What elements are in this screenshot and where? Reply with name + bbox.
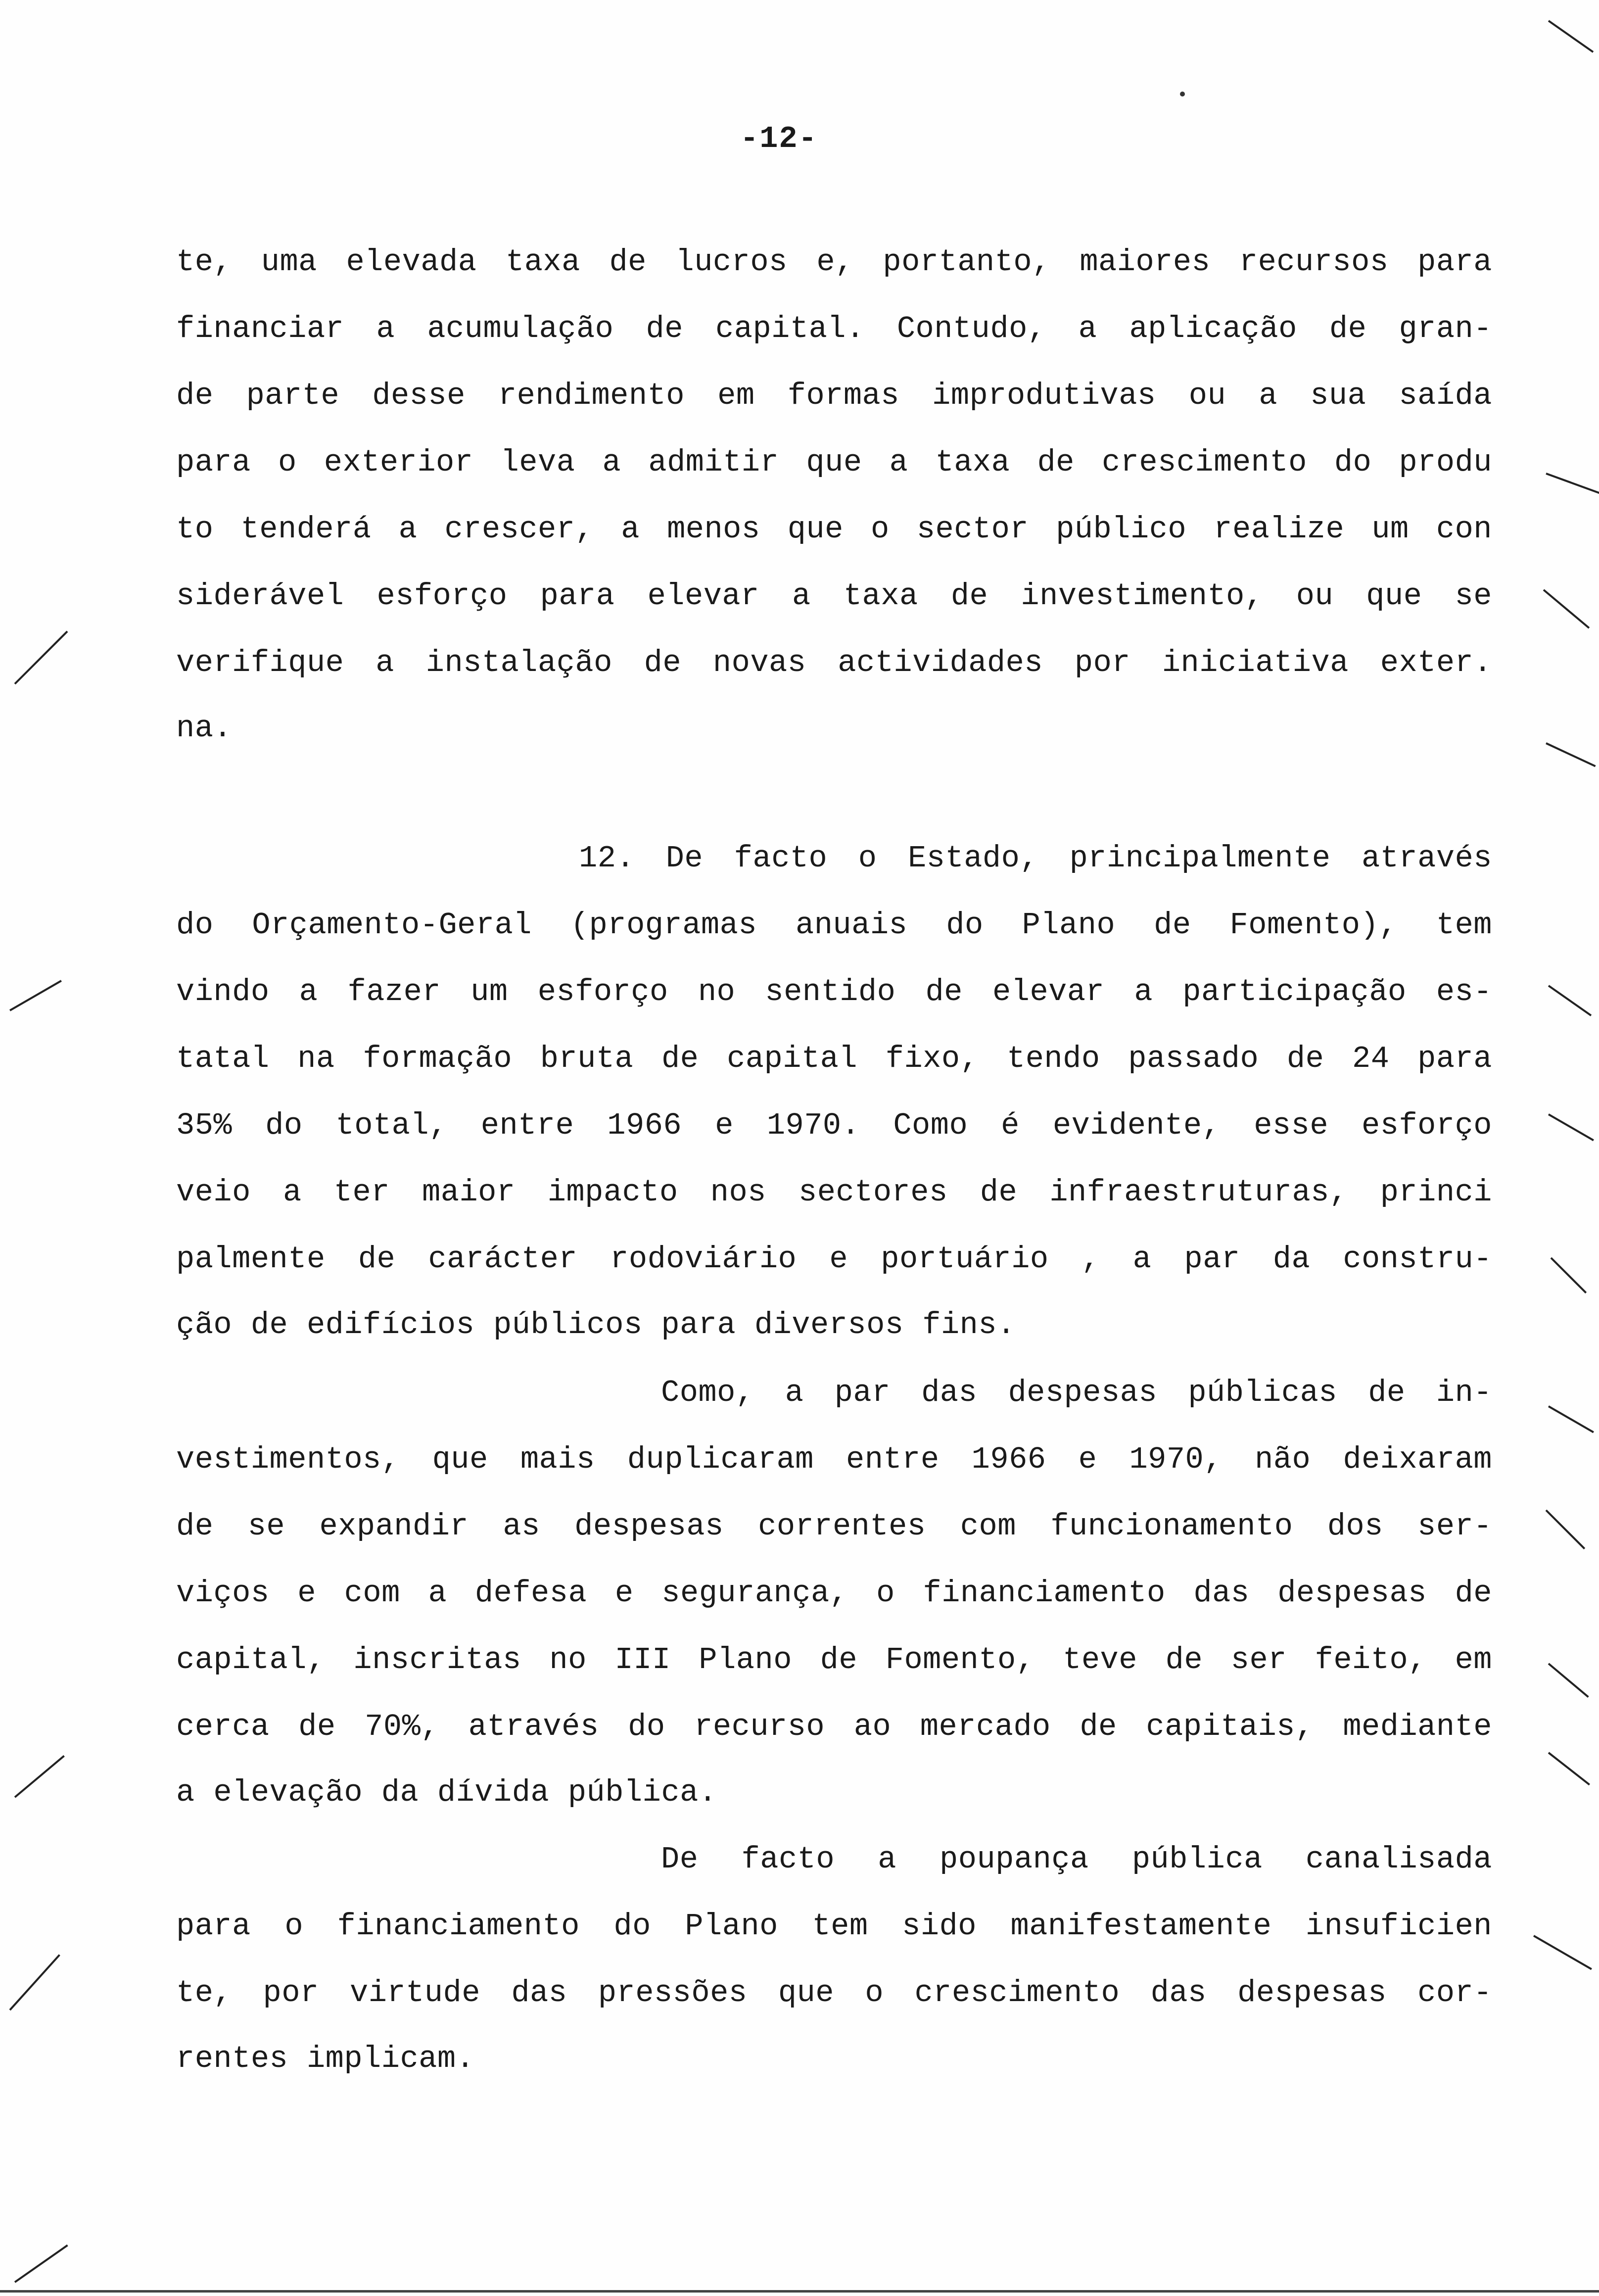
text-line: Como, a par das despesas públicas de in- (661, 1375, 1492, 1410)
text-line: palmente de carácter rodoviário e portuário , a par da constru- (176, 1242, 1492, 1277)
margin-mark (9, 980, 62, 1011)
text-line: 12. De facto o Estado, principalmente através (579, 841, 1492, 876)
text-line: te, uma elevada taxa de lucros e, portanto, maiores recursos para (176, 244, 1492, 280)
text-line: na. (176, 711, 233, 746)
margin-mark (14, 631, 68, 685)
margin-mark (1533, 1935, 1592, 1970)
text-line: do Orçamento-Geral (programas anuais do Plano de Fomento), tem (176, 908, 1492, 943)
text-line: 35% do total, entre 1966 e 1970. Como é evidente, esse esforço (176, 1108, 1492, 1143)
margin-mark (1546, 473, 1599, 494)
text-line: De facto a poupança pública canalisada (661, 1842, 1492, 1877)
text-line: rentes implicam. (176, 2041, 475, 2076)
margin-mark (1543, 589, 1590, 628)
margin-mark (1548, 1405, 1594, 1433)
text-line: to tenderá a crescer, a menos que o sector público realize um con (176, 512, 1492, 547)
text-line: para o exterior leva a admitir que a taxa de crescimento do produ (176, 445, 1492, 480)
text-line: viços e com a defesa e segurança, o financiamento das despesas de (176, 1576, 1492, 1611)
text-line: de parte desse rendimento em formas improdutivas ou a sua saída (176, 378, 1492, 413)
bottom-edge-line (0, 2290, 1599, 2293)
page-number: -12- (740, 121, 818, 156)
text-line: cerca de 70%, através do recurso ao mercado de capitais, mediante (176, 1709, 1492, 1744)
margin-mark (1548, 985, 1592, 1016)
text-line: para o financiamento do Plano tem sido manifestamente insuficien (176, 1909, 1492, 1944)
text-line: vestimentos, que mais duplicaram entre 1966 e 1970, não deixaram (176, 1442, 1492, 1477)
text-line: te, por virtude das pressões que o crescimento das despesas cor- (176, 1975, 1492, 2010)
margin-mark (1546, 1510, 1586, 1550)
text-line: de se expandir as despesas correntes com funcionamento dos ser- (176, 1509, 1492, 1544)
text-line: verifique a instalação de novas actividades por iniciativa exter. (176, 645, 1492, 680)
margin-mark (1548, 1752, 1590, 1785)
margin-mark (14, 1755, 65, 1798)
margin-mark (9, 1954, 60, 2010)
text-line: vindo a fazer um esforço no sentido de elevar a participação es- (176, 974, 1492, 1009)
margin-mark (1548, 20, 1594, 52)
margin-mark (1548, 1663, 1589, 1698)
margin-mark (1546, 742, 1596, 767)
margin-mark (1548, 1113, 1594, 1141)
text-line: ção de edifícios públicos para diversos fins. (176, 1307, 1016, 1342)
text-line: tatal na formação bruta de capital fixo, tendo passado de 24 para (176, 1041, 1492, 1076)
text-line: siderável esforço para elevar a taxa de investimento, ou que se (176, 578, 1492, 614)
margin-mark (1551, 1257, 1587, 1294)
text-line: capital, inscritas no III Plano de Fomento, teve de ser feito, em (176, 1642, 1492, 1677)
text-line: a elevação da dívida pública. (176, 1775, 717, 1810)
text-line: veio a ter maior impacto nos sectores de infraestruturas, princi (176, 1175, 1492, 1210)
text-line: financiar a acumulação de capital. Contudo, a aplicação de gran- (176, 311, 1492, 346)
speck (1180, 92, 1185, 96)
margin-mark (14, 2245, 68, 2283)
